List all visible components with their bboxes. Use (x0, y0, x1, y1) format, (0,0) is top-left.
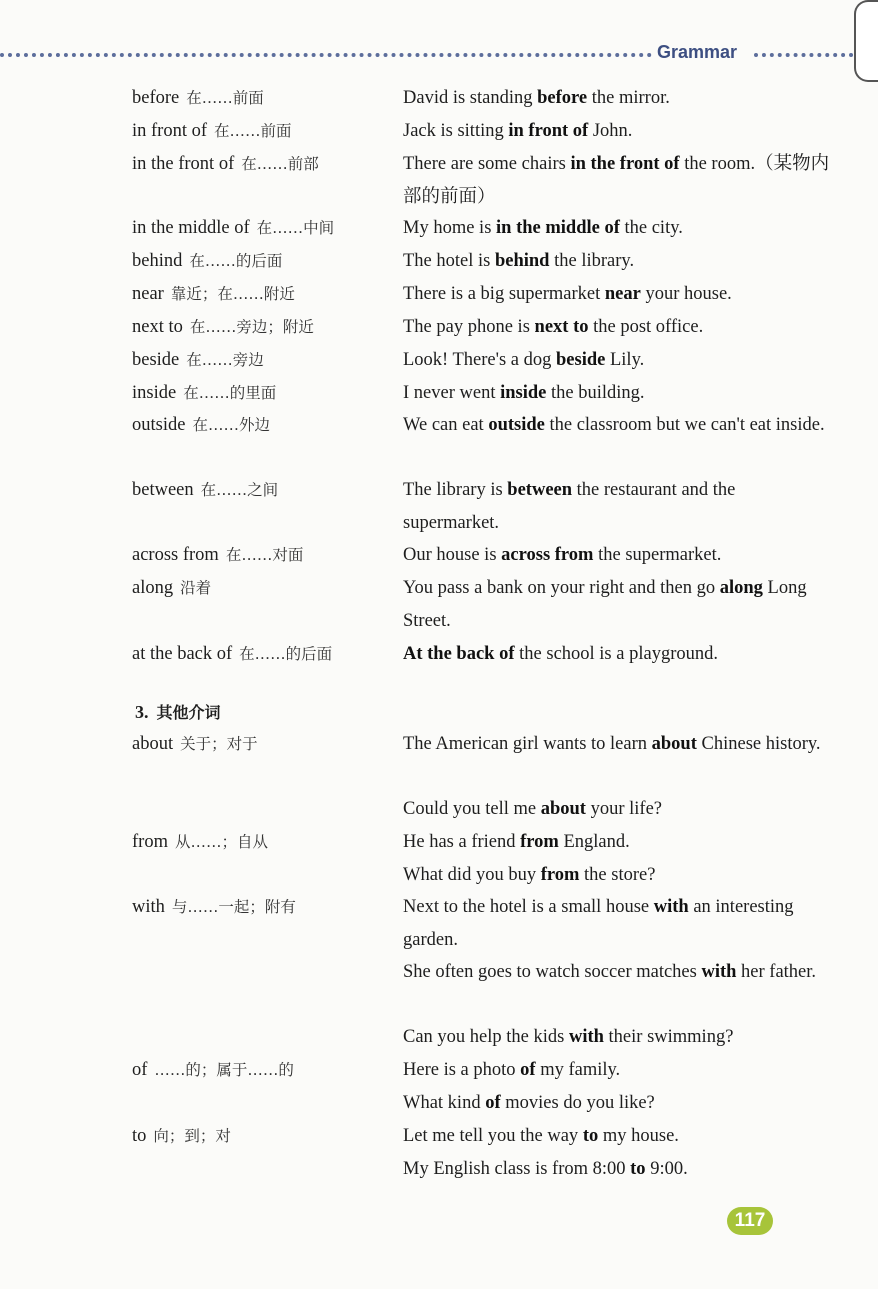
example-text: The American girl wants to learn (403, 734, 652, 754)
example-keyword: across from (501, 545, 594, 565)
example-text: She often goes to watch soccer matches (403, 962, 702, 982)
example-sentence (403, 474, 831, 540)
example-keyword: in front of (508, 121, 589, 141)
term-chinese: 在……前部 (241, 155, 319, 173)
term-english: near (132, 284, 164, 304)
term-english: beside (132, 350, 180, 370)
example-sentence (403, 1087, 831, 1120)
example-keyword: next to (534, 317, 589, 337)
term-chinese: 在……外边 (192, 416, 270, 434)
example-sentence (403, 956, 831, 989)
dotted-rule-right (754, 53, 869, 57)
example-text: Chinese history. (696, 734, 821, 754)
example-keyword: At the back of (403, 644, 515, 664)
example-text: Jack is sitting (403, 121, 509, 141)
example-text: My home is (403, 218, 497, 238)
example-sentence (403, 1153, 831, 1186)
example-sentence (403, 278, 831, 311)
example-text: my house. (598, 1126, 679, 1146)
example-text: The pay phone is (403, 317, 535, 337)
example-keyword: of (520, 1060, 536, 1080)
example-keyword: in the front of (570, 154, 680, 174)
example-sentence (403, 148, 831, 214)
term-english: in the front of (132, 154, 235, 174)
term-english: next to (132, 317, 183, 337)
example-text: the city. (619, 218, 683, 238)
term-chinese: 向；到；对 (153, 1127, 231, 1145)
preposition-term (132, 82, 264, 115)
example-text: the post office. (588, 317, 704, 337)
term-chinese: ……的；属于……的 (154, 1061, 294, 1079)
term-chinese: 从……；自从 (174, 833, 268, 851)
example-text: You pass a bank on your right and then go (403, 578, 720, 598)
example-text: the mirror. (587, 88, 670, 108)
preposition-term (132, 115, 292, 148)
example-keyword: about (651, 734, 697, 754)
example-sentence (403, 826, 831, 859)
preposition-term (132, 638, 332, 671)
page-curl-icon (854, 0, 878, 82)
preposition-term (132, 891, 296, 924)
term-english: along (132, 578, 174, 598)
example-text: He has a friend (403, 832, 521, 852)
term-english: in the middle of (132, 218, 250, 238)
term-chinese: 在……之间 (200, 481, 279, 499)
preposition-term (132, 826, 268, 859)
example-text: John. (588, 121, 633, 141)
example-text: the school is a playground. (514, 644, 718, 664)
preposition-term (132, 572, 211, 605)
example-text: their swimming? (603, 1027, 734, 1047)
example-sentence (403, 859, 831, 892)
section-title (135, 698, 221, 727)
term-english: from (132, 832, 168, 852)
example-sentence (403, 245, 831, 278)
example-text: The hotel is (403, 251, 495, 271)
term-chinese: 沿着 (180, 579, 212, 597)
example-text: Next to the hotel is a small house (403, 897, 654, 917)
preposition-term (132, 1054, 294, 1087)
header-title: Grammar (657, 42, 738, 62)
example-text: my family. (535, 1060, 621, 1080)
example-sentence (403, 891, 831, 957)
preposition-term (132, 474, 278, 507)
example-text: the building. (546, 383, 645, 403)
term-english: inside (132, 383, 177, 403)
example-text: the store? (579, 865, 656, 885)
example-sentence (403, 1021, 831, 1054)
term-chinese: 靠近；在……附近 (170, 285, 295, 303)
term-english: at the back of (132, 644, 233, 664)
preposition-term (132, 245, 282, 278)
example-keyword: to (630, 1159, 646, 1179)
term-chinese: 在……前面 (186, 89, 264, 107)
example-text: Could you tell me (403, 799, 541, 819)
example-keyword: with (568, 1027, 604, 1047)
term-chinese: 在……的里面 (183, 384, 277, 402)
example-text: movies do you like? (500, 1093, 655, 1113)
preposition-term (132, 539, 303, 572)
term-chinese: 在……旁边 (186, 351, 264, 369)
example-sentence (403, 377, 831, 410)
term-english: with (132, 897, 165, 917)
example-keyword: outside (488, 415, 545, 435)
term-english: about (132, 734, 174, 754)
section-number: 3. (135, 702, 149, 722)
example-text: Let me tell you the way (403, 1126, 583, 1146)
preposition-term (132, 212, 334, 245)
example-sentence (403, 115, 831, 148)
example-text: We can eat (403, 415, 489, 435)
example-text: Can you help the kids (403, 1027, 569, 1047)
example-text: her father. (736, 962, 817, 982)
preposition-term (132, 377, 276, 410)
example-text: I never went (403, 383, 501, 403)
example-text: There are some chairs (403, 154, 571, 174)
term-english: to (132, 1126, 147, 1146)
example-sentence (403, 344, 831, 377)
example-sentence (403, 409, 831, 442)
example-text: David is standing (403, 88, 538, 108)
example-keyword: with (653, 897, 689, 917)
example-keyword: about (540, 799, 586, 819)
example-sentence (403, 212, 831, 245)
example-text: Our house is (403, 545, 502, 565)
example-sentence (403, 728, 831, 761)
preposition-term (132, 311, 314, 344)
term-english: outside (132, 415, 186, 435)
term-chinese: 在……对面 (225, 546, 304, 564)
dotted-rule-left (0, 53, 652, 57)
page-number: 117 (727, 1207, 773, 1235)
example-text: an interesting garden. (403, 897, 794, 950)
example-keyword: with (701, 962, 737, 982)
example-keyword: to (582, 1126, 599, 1146)
example-sentence (403, 793, 831, 826)
example-text: There is a big supermarket (403, 284, 605, 304)
example-keyword: before (537, 88, 588, 108)
example-sentence (403, 311, 831, 344)
example-keyword: beside (556, 350, 606, 370)
term-chinese: 在……前面 (214, 122, 292, 140)
example-text: the restaurant and the supermarket. (403, 480, 736, 533)
term-chinese: 在……旁边；附近 (189, 318, 314, 336)
preposition-term (132, 1120, 231, 1153)
term-english: before (132, 88, 180, 108)
example-keyword: between (507, 480, 573, 500)
example-text: the library. (549, 251, 635, 271)
example-text: the classroom but we can't eat inside. (544, 415, 825, 435)
example-text: Lily. (605, 350, 645, 370)
example-keyword: along (719, 578, 763, 598)
example-keyword: behind (494, 251, 550, 271)
example-text: your house. (640, 284, 732, 304)
example-sentence (403, 1054, 831, 1087)
section-title-text: 其他介词 (156, 703, 221, 722)
term-english: across from (132, 545, 219, 565)
example-text: What kind (403, 1093, 486, 1113)
example-sentence (403, 1120, 831, 1153)
example-keyword: from (520, 832, 559, 852)
example-text: England. (558, 832, 630, 852)
term-english: between (132, 480, 194, 500)
example-text: My English class is from 8:00 (403, 1159, 631, 1179)
term-chinese: 在……中间 (256, 219, 335, 237)
preposition-term (132, 409, 270, 442)
term-chinese: 与……一起；附有 (171, 898, 296, 916)
preposition-term (132, 344, 264, 377)
preposition-term (132, 278, 295, 311)
example-text: Here is a photo (403, 1060, 521, 1080)
term-chinese: 关于；对于 (180, 735, 258, 753)
example-keyword: of (485, 1093, 501, 1113)
example-keyword: in the middle of (496, 218, 620, 238)
term-english: behind (132, 251, 183, 271)
example-sentence (403, 572, 831, 638)
example-text: What did you buy (403, 865, 541, 885)
example-keyword: from (540, 865, 580, 885)
example-sentence (403, 539, 831, 572)
preposition-term (132, 148, 319, 181)
preposition-term (132, 728, 258, 761)
term-chinese: 在……的后面 (239, 645, 333, 663)
example-keyword: near (604, 284, 641, 304)
example-text: 9:00. (645, 1159, 688, 1179)
example-sentence (403, 82, 831, 115)
term-english: of (132, 1060, 148, 1080)
example-text: the room.（某物内部的前面） (403, 154, 830, 207)
example-text: The library is (403, 480, 508, 500)
term-chinese: 在……的后面 (189, 252, 283, 270)
term-english: in front of (132, 121, 208, 141)
example-keyword: inside (500, 383, 547, 403)
example-text: Long Street. (403, 578, 807, 631)
example-text: your life? (585, 799, 662, 819)
example-text: the supermarket. (593, 545, 722, 565)
example-sentence (403, 638, 831, 671)
example-text: Look! There's a dog (403, 350, 557, 370)
page-header (0, 38, 878, 70)
